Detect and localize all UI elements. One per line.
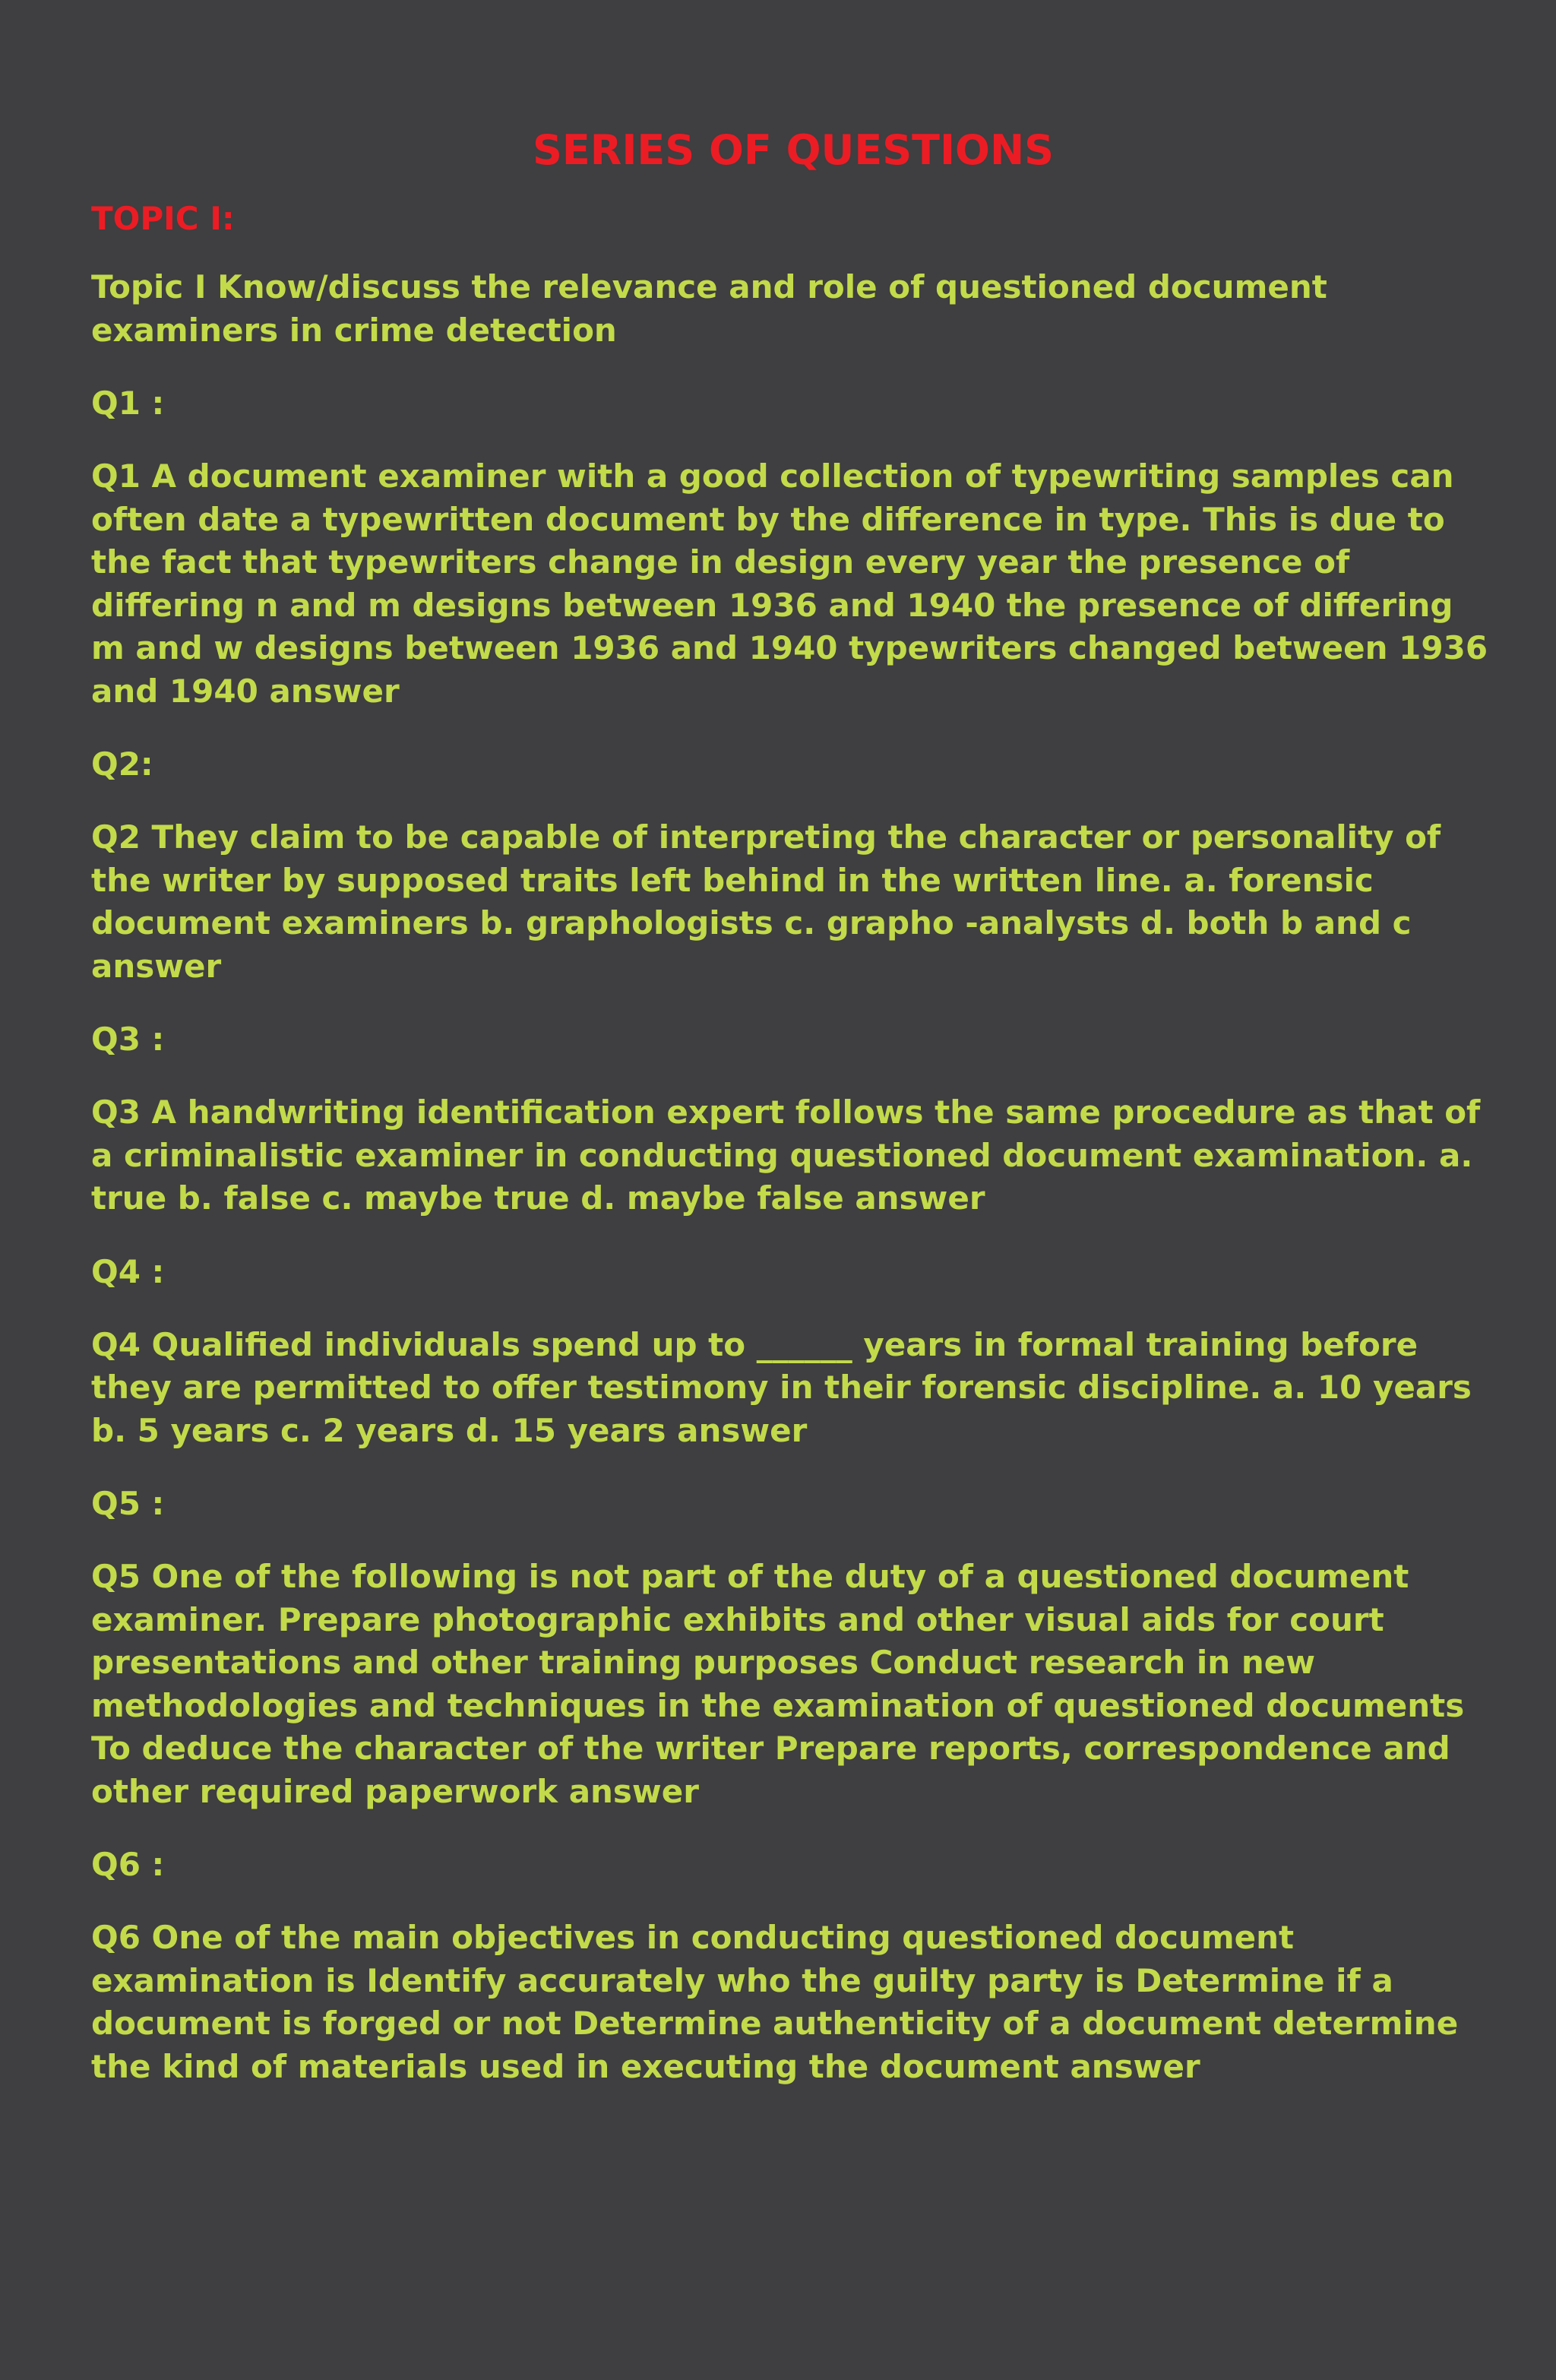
question-label-q5: Q5 :: [91, 1485, 165, 1522]
question-text-q6: Q6 One of the main objectives in conducting questioned document examination is Identify accurately who the guilty party is Determine if a document is forged or not Determine authenticity of a document determine the kind of materials used in executing the document answer: [91, 1919, 1459, 2085]
page-title: SERIES OF QUESTIONS: [532, 126, 1055, 174]
topic-description: Topic I Know/discuss the relevance and role of questioned document examiners in crime detection: [91, 268, 1327, 349]
question-label-q1: Q1 :: [91, 385, 165, 422]
question-text-q1: Q1 A document examiner with a good collection of typewriting samples can often date a typewritten document by the difference in type. This is due to the fact that typewriters change in design every year the presence of differing n and m designs between 1936 and 1940 the presence of differing m and w designs between 1936 and 1940 typewriters changed between 1936 and 1940 answer: [91, 457, 1488, 710]
question-label-q3: Q3 :: [91, 1021, 165, 1058]
topic-heading: TOPIC I:: [91, 200, 235, 237]
question-text-q2: Q2 They claim to be capable of interpreting the character or personality of the writer by supposed traits left behind in the written line. a. forensic document examiners b. graphologists c. grapho -analysts d. both b and c answer: [91, 818, 1441, 985]
question-label-q6: Q6 :: [91, 1846, 165, 1883]
question-text-q5: Q5 One of the following is not part of the duty of a questioned document examiner. Prepare photographic exhibits and other visual aids for court presentations and other training purposes Conduct research in new methodologies and techniques in the examination of questioned documents To deduce the character of the writer Prepare reports, correspondence and other required paperwork answer: [91, 1558, 1465, 1810]
question-text-q3: Q3 A handwriting identification expert follows the same procedure as that of a criminalistic examiner in conducting questioned document examination. a. true b. false c. maybe true d. maybe false answer: [91, 1093, 1481, 1217]
question-label-q2: Q2:: [91, 745, 153, 783]
question-text-q4: Q4 Qualified individuals spend up to ______ years in formal training before they are permitted to offer testimony in their forensic discipline. a. 10 years b. 5 years c. 2 years d. 15 years answer: [91, 1325, 1472, 1449]
question-label-q4: Q4 :: [91, 1252, 165, 1290]
